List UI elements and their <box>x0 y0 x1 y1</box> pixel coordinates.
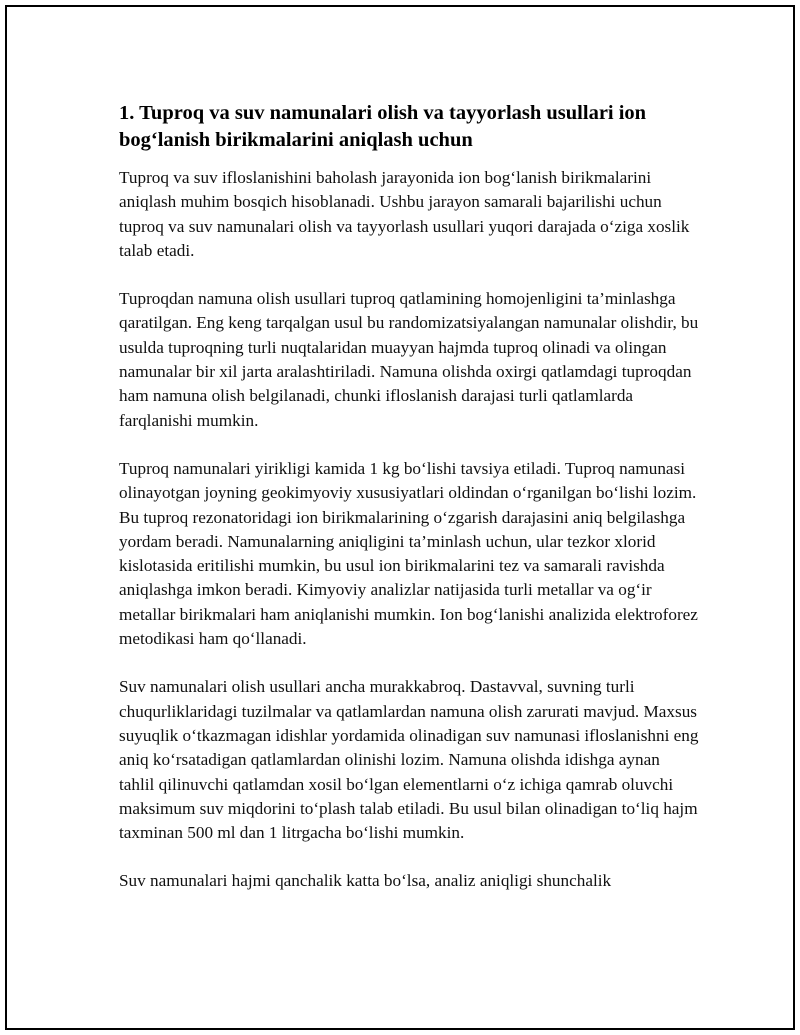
paragraph-4: Suv namunalari olish usullari ancha murakkabroq. Dastavval, suvning turli chuqurliklaridagi tuzilmalar va qatlamlardan namuna olish zarurati mavjud. Maxsus suyuqlik o‘tkazmagan idishlar yordamida olinadigan suv namunasi ifloslanishni eng aniq ko‘rsatadigan qatlamlardan olinishi lozim. Namuna olishda idishga aynan tahlil qilinuvchi qatlamdan xosil bo‘lgan elementlarni o‘z ichiga qamrab oluvchi maksimum suv miqdorini to‘plash talab etiladi. Bu usul bilan olinadigan to‘liq hajm taxminan 500 ml dan 1 litrgacha bo‘lishi mumkin. <box>119 677 699 843</box>
paragraph-2: Tuproqdan namuna olish usullari tuproq qatlamining homojenligini ta’minlashga qaratilgan. Eng keng tarqalgan usul bu randomizatsiyalangan namunalar olishdir, bu usulda tuproqning turli nuqtalaridan muayyan hajmda tuproq olinadi va olingan namunalar bir xil jarta aralashtiriladi. Namuna olishda oxirgi qatlamdagi tuproqdan ham namuna olish belgilanadi, chunki ifloslanish darajasi turli qatlamlarda farqlanishi mumkin. <box>119 289 699 430</box>
paragraph-5: Suv namunalari hajmi qanchalik katta bo‘lsa, analiz aniqligi shunchalik <box>119 871 612 891</box>
document-body <box>119 100 699 918</box>
paragraph-3: Tuproq namunalari yirikligi kamida 1 kg bo‘lishi tavsiya etiladi. Tuproq namunasi olinayotgan joyning geokimyoviy xususiyatlari oldindan o‘rganilgan bo‘lishi lozim. Bu tuproq rezonatoridagi ion birikmalarining o‘zgarish darajasini aniq belgilashga yordam beradi. Namunalarning aniqligini ta’minlash uchun, ular tezkor xlorid kislotasida eritilishi mumkin, bu usul ion birikmalarini tez va samarali ravishda aniqlashga imkon beradi. Kimyoviy analizlar natijasida turli metallar va og‘ir metallar birikmalari ham aniqlanishi mumkin. Ion bog‘lanishi analizida elektroforez metodikasi ham qo‘llanadi. <box>119 458 698 649</box>
page-frame <box>5 5 795 1030</box>
section-heading: 1. Tuproq va suv namunalari olish va tayyorlash usullari ion bog‘lanish birikmalarini aniqlash uchun <box>119 102 647 151</box>
paragraph-1: Tuproq va suv ifloslanishini baholash jarayonida ion bog‘lanish birikmalarini aniqlash muhim bosqich hisoblanadi. Ushbu jarayon samarali bajarilishi uchun tuproq va suv namunalari olish va tayyorlash usullari yuqori darajada o‘ziga xoslik talab etadi. <box>119 168 690 260</box>
